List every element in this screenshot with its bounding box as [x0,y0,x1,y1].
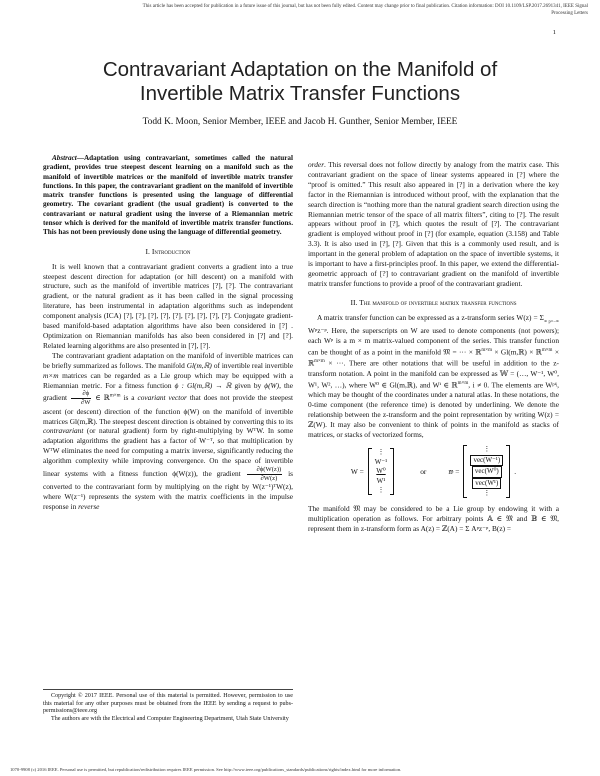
running-header [10,4,588,17]
paper-title [60,58,540,106]
gradient-fraction-z: $\frac{\partial\phi(W(z))}{\partial W(z)}$ [247,466,283,482]
left-column [43,154,293,512]
matrix-entry: W⁰ [376,467,386,476]
equation-or: or [420,467,427,476]
matrix-entry: W⁻¹ [374,457,388,466]
abstract [43,154,293,238]
stack-equation: W = ⋮ W⁻¹ W⁰ W¹ ⋮ or 𝔴 = ⋮ vec(W⁻¹) vec(W⁰) vec(W¹) ⋮ . [350,445,517,498]
page-footer: 1070-9908 (c) 2016 IEEE. Personal use is permitted, but republication/redistribution requires IEEE permission. See http://www.ieee.org/publications_standards/publications/rights/index.html for more information. [10,767,402,772]
header-line-2: Processing Letters [551,10,588,16]
section-heading-manifold: II. The manifold of invertible matrix transfer functions [350,297,517,307]
vector-entry: vec(W⁰) [472,466,502,477]
abstract-text: —Adaptation using contravariant, sometimes called the natural gradient, provides true steepest descent learning on a manifold such as the manifold of invertible matrices or the manifold of invertible matrix transfer functions. In this paper, the contravariant gradient on the manifold of invertible matrix transfer functions is presented using the language of differential geometry. The covariant gradient (the usual gradient) is converted to the contravariant or natural gradient using the inverse of a Riemannian metric tensor which is derived for the manifold of invertible matrix transfer functions. This has not been previously done using the language of differential geometry. [43,154,293,237]
vector-entry: ⋮ [483,445,491,454]
affiliation-note: The authors are with the Electrical and Computer Engineering Department, Utah State University [51,715,289,722]
vector-entry: vec(W¹) [472,478,501,489]
page-number: 1 [552,29,556,36]
manifold-paragraph: A matrix transfer function can be expressed as a z-transform series $W(z) = \Sigma_{\infty p=-\infty}$ Wᵖz⁻ᵖ. Here, the superscripts on W are used to denote components (not powers); each Wᵖ is a m × m matrix-valued component of the series. This transfer function can be thought of as a point in the manifold 𝔐 = ··· × ℝ$^{m\times m}$ × Gl(m,ℝ) × ℝ$^{m\times m}$ × ℝ$^{m\times m}$ × ···. There are other notations that will be useful in addition to the z-transform notation. A point in the manifold can be expressed as 𝕎 = (…, W⁻¹, W⁰, W¹, W², …), where W⁰ ∈ Gl(m,ℝ), and Wⁱ ∈ ℝ$^{m\times m}$, i ≠ 0. The elements are Wᵖⁱʲ, which may be thought of the coordinates under a natural atlas. In these notations, the 0-time component (the reference time) is denoted by underlining. We denote the relationship between the z-transform and the point representation by writing W(z) = ℤ(W). It may also be convenient to think of points in the manifold as stacks of matrices, or stacks of vectorized forms, [308,312,559,439]
header-line-1: This article has been accepted for publication in a future issue of this journal, but has not been fully edited. Content may change prior to final publication. Citation information: DOI 10.1109/LSP.2017.2691341, IEEE Signal [142,4,588,9]
matrix-entry: W¹ [376,476,386,485]
intro-paragraph-2: The contravariant gradient adaptation on the manifold of invertible matrices can be briefly summarized as follows. The manifold Gl(m,ℝ) of invertible real invertible m×m matrices can be regarded as a Lie group which may be equipped with a Riemannian metric. For a fitness function ϕ : Gl(m,ℝ) → ℝ given by ϕ(W), the gradient $\frac{\partial\phi}{\partial W}$ ∈ ℝ$^{m\times m}$ is a covariant vector that does not provide the steepest ascent (or descent) direction of the function ϕ(W) on the manifold of invertible matrices Gl(m,ℝ). The steepest descent direction is obtained by converting this to its contravariant (or natural gradient) form by right-multiplying by WᵀW. In some adaptation algorithms the gradient has a factor of W⁻ᵀ, so that multiplication by WᵀW eliminates the need for computing a matrix inverse, significantly reducing the algorithm complexity while improving convergence. On the space of invertible linear systems with a fitness function ϕ(W(z)), the gradient $\frac{\partial\phi(W(z))}{\partial W(z)}$ is converted to the contravariant form by multiplying on the right by W(z⁻¹)ᵀW(z), where W(z⁻¹) represents the system with the matrix coefficients in the impulse response in reverse [43,350,294,512]
matrix-entry: ⋮ [377,448,385,457]
section-heading-introduction: I. Introduction [145,246,191,256]
equation-w: 𝔴 = [448,467,460,476]
title-line-2: Invertible Matrix Transfer Functions [139,82,461,105]
right-column [308,160,559,534]
lie-group-paragraph: The manifold 𝔐 may be considered to be a Lie group by endowing it with a multiplication operation as follows. For arbitrary points 𝔸 ∈ 𝔐 and 𝔹 ∈ 𝔐, represent them in z-transform form as A(z) = ℤ(A) = Σ Aᵖz⁻ᵖ, B(z) = [308,504,559,534]
copyright-note: Copyright © 2017 IEEE. Personal use of this material is permitted. However, permission to use this material for any other purposes must be obtained from the IEEE by sending a request to pubs-permissions@ieee.org [43,693,293,715]
right-paragraph-1: order. This reversal does not follow directly by analogy from the matrix case. This contravariant gradient on the space of linear systems appeared in [?] where the “proof is omitted.” This result also appeared in [?] in a derivation where the key factor in the Riemannian is introduced without proof, with the explanation that the search direction is “nothing more than the natural gradient search direction using the Riemannian metric tensor of the space of all matrix filters”, citing to [?]. The result appears without proof in [?], which quotes the result of [?]. The contravariant gradient is employed without proof in [?] (for example, equation (3.158) and Table 3.3). It is also used in [?], [?]. Given that this is a commonly used result, and is important in the general problem of adaptation on the space of invertible systems, it is important to have a first-principles proof. In this paper, we extend the differential-geometric approach of [?] to contravariant gradient on the manifold of invertible matrix transfer functions to provide a proof of the contravariant gradient. [308,160,559,288]
matrix-stack [368,448,394,495]
vector-entry: vec(W⁻¹) [470,455,503,466]
intro-paragraph-1: It is well known that a contravariant gradient converts a gradient into a true steepest descent direction for adaptation (or hill descent) on a manifold with structure, such as the manifold of invertible matrices [?], [?]. The contravariant gradient, or the natural gradient as it has been called in the signal processing literature, has been instrumental in adaptation algorithms such as independent component analysis (ICA) [?], [?], [?], [?], [?], [?], [?], [?], [?]. Conjugate gradient-based manifold-based adaptation algorithms have also been considered in [?] . Optimization on Riemannian manifolds has also been considered in [?] and [?]. Related learning algorithms are also presented in [?], [?]. [43,261,293,350]
abstract-label: Abstract [52,154,77,162]
footnote [43,689,293,723]
matrix-entry: ⋮ [377,486,385,495]
equation-lhs: W = [350,467,364,476]
vector-stack [463,445,510,498]
vector-entry: ⋮ [483,489,491,498]
gradient-fraction: $\frac{\partial\phi}{\partial W}$ [71,390,91,406]
author-line: Todd K. Moon, Senior Member, IEEE and Jacob H. Gunther, Senior Member, IEEE [142,117,458,127]
title-line-1: Contravariant Adaptation on the Manifold of [102,58,498,81]
